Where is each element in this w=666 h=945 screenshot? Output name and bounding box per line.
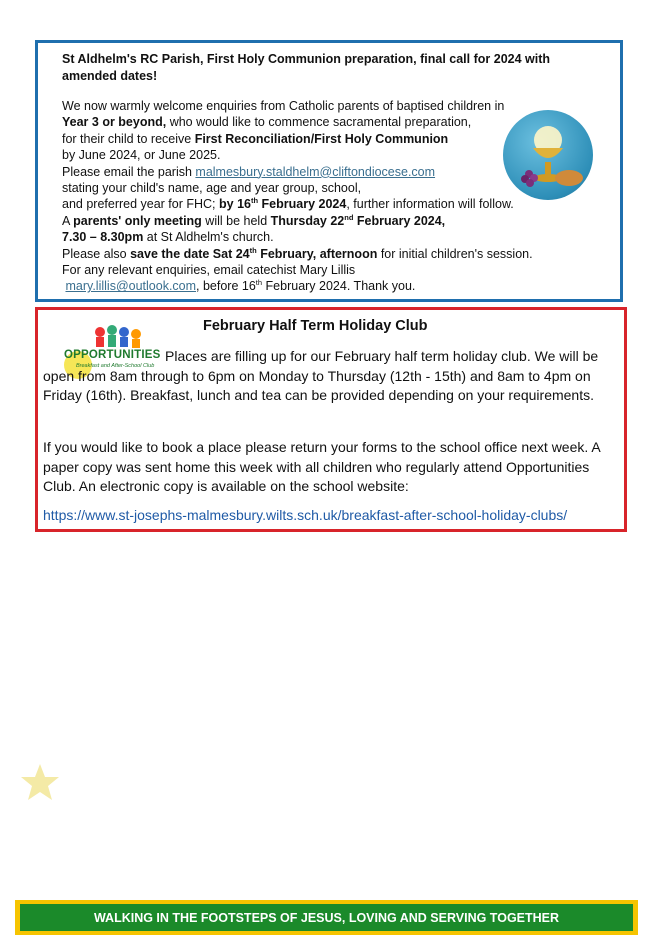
parish-line xyxy=(62,114,582,130)
meeting-date: Thursday 22nd February 2024, xyxy=(270,212,446,228)
text: th xyxy=(255,278,263,288)
star-icon xyxy=(20,762,60,802)
parish-line xyxy=(62,213,582,229)
text: Please also xyxy=(62,246,131,261)
text: For any relevant enquiries, email catechist Mary Lillis xyxy=(62,263,356,278)
text: at St Aldhelm's church. xyxy=(143,230,274,245)
text: will be held xyxy=(201,213,271,228)
holiday-club-title: February Half Term Holiday Club xyxy=(203,318,428,334)
sacrament-name: First Reconciliation/First Holy Communion xyxy=(194,131,449,146)
parish-line xyxy=(62,229,582,245)
text: , before 16 xyxy=(196,279,256,294)
parish-notice-heading: St Aldhelm's RC Parish, First Holy Communion preparation, final call for 2024 with amended dates! xyxy=(62,52,551,83)
text: Places are filling up for our February half term holiday club. We will be open from 8am through to 6pm on Monday to Thursday (12th - 15th) and 8am to 4pm on Friday (16th). Breakfast, lunch and tea can be provided depending on your requirements. xyxy=(43,348,599,403)
communion-chalice-image xyxy=(503,110,593,200)
school-website-link[interactable]: https://www.st-josephs-malmesbury.wilts.sch.uk/breakfast-after-school-holiday-clubs/ xyxy=(43,507,568,523)
holiday-club-box xyxy=(35,307,627,532)
chalice-icon xyxy=(503,110,593,200)
text: for initial children's session. xyxy=(377,246,533,261)
meeting-time: 7.30 – 8.30pm xyxy=(62,230,144,245)
parish-line xyxy=(62,196,582,212)
parish-notice-content xyxy=(62,51,582,295)
text: , further information will follow. xyxy=(346,197,514,212)
parish-line xyxy=(62,246,582,262)
save-the-date: save the date Sat 24th February, afternoon xyxy=(130,245,378,261)
catechist-email-link[interactable]: mary.lillis@outlook.com xyxy=(65,279,197,294)
parish-notice-box xyxy=(35,40,623,302)
text: by June 2024, or June 2025. xyxy=(62,148,221,163)
year-group: Year 3 or beyond, xyxy=(62,115,167,130)
text: We now warmly welcome enquiries from Catholic parents of baptised children in xyxy=(62,99,505,113)
holiday-club-link-line xyxy=(43,507,567,523)
text: A xyxy=(62,213,74,228)
parish-line xyxy=(62,98,582,114)
parish-line xyxy=(62,278,582,294)
holiday-club-paragraph-2: If you would like to book a place please return your forms to the school office next week. A paper copy was sent home this week with all children who regularly attend Opportunities Club. An electronic copy is available on the school website: xyxy=(43,439,600,494)
logo-tagline: Breakfast and After-School Club xyxy=(76,363,155,369)
parish-line xyxy=(62,262,582,278)
footer-banner xyxy=(15,900,638,935)
parish-email-link[interactable]: malmesbury.staldhelm@cliftondiocese.com xyxy=(195,164,436,179)
text: February 2024. Thank you. xyxy=(262,279,416,294)
footer-motto: WALKING IN THE FOOTSTEPS OF JESUS, LOVING AND SERVING TOGETHER xyxy=(20,904,633,931)
meeting-label: parents' only meeting xyxy=(73,213,202,228)
logo-wordmark: OPPORTUNITIES xyxy=(64,349,161,361)
text: and preferred year for FHC; xyxy=(62,197,220,212)
text: for their child to receive xyxy=(62,131,195,146)
deadline: by 16th February 2024 xyxy=(219,196,347,212)
text: Please email the parish xyxy=(62,164,196,179)
parish-line xyxy=(62,180,582,196)
text: who would like to commence sacramental preparation, xyxy=(166,115,472,130)
text: stating your child's name, age and year group, school, xyxy=(62,181,362,196)
holiday-club-paragraph-1 xyxy=(43,347,623,406)
